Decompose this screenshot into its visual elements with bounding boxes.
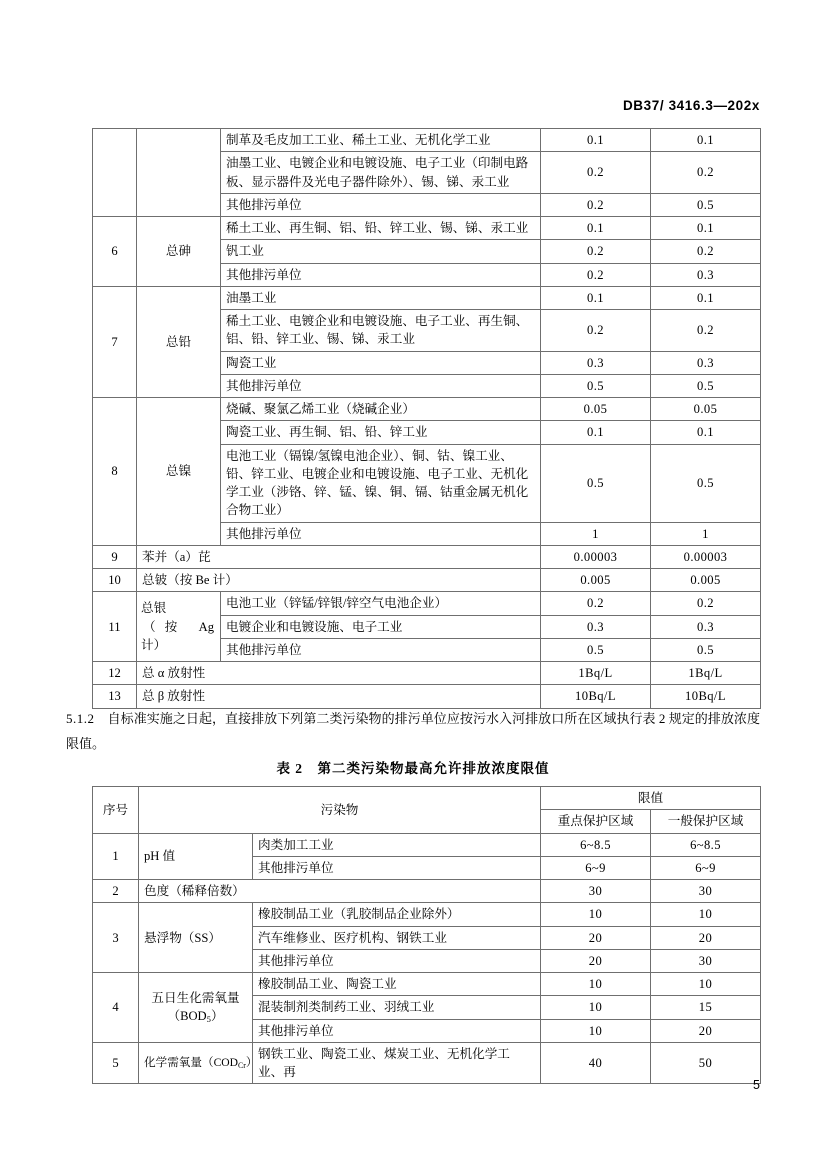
row-name-cell: 色度（稀释倍数） <box>139 880 541 903</box>
row-value-key: 0.05 <box>541 398 651 421</box>
silver-label-line-3: 计） <box>141 637 167 652</box>
table-row <box>93 1042 761 1084</box>
table-header-row <box>93 787 761 810</box>
row-value-key: 1 <box>541 522 651 545</box>
table-row <box>93 903 761 926</box>
row-no-cell: 12 <box>93 662 137 685</box>
row-value-general: 6~9 <box>651 856 761 879</box>
table-row <box>93 398 761 421</box>
row-value-key: 10 <box>541 973 651 996</box>
row-desc-cell: 电镀企业和电镀设施、电子工业 <box>221 615 541 638</box>
row-no-cell: 10 <box>93 569 137 592</box>
row-value-general: 0.2 <box>651 310 761 352</box>
row-value-general: 0.5 <box>651 638 761 661</box>
header-general-area: 一般保护区域 <box>651 810 761 833</box>
row-value-general: 20 <box>651 1019 761 1042</box>
row-value-general: 0.1 <box>651 286 761 309</box>
row-desc-cell: 电池工业（锌锰/锌银/锌空气电池企业） <box>221 592 541 615</box>
row-value-general: 0.3 <box>651 351 761 374</box>
row-desc-cell: 陶瓷工业 <box>221 351 541 374</box>
page-number: 5 <box>753 1078 760 1092</box>
row-value-general: 0.2 <box>651 152 761 194</box>
row-desc-cell: 其他排污单位 <box>253 949 541 972</box>
row-value-key: 0.5 <box>541 374 651 397</box>
row-value-general: 0.5 <box>651 444 761 522</box>
row-value-general: 0.2 <box>651 592 761 615</box>
row-desc-cell: 油墨工业、电镀企业和电镀设施、电子工业（印制电路板、显示器件及光电子器件除外）、锡、锑、汞工业 <box>221 152 541 194</box>
row-value-general: 0.2 <box>651 240 761 263</box>
row-value-key: 10Bq/L <box>541 685 651 708</box>
row-no-cell: 7 <box>93 286 137 397</box>
row-desc-cell: 稀土工业、电镀企业和电镀设施、电子工业、再生铜、铝、铅、锌工业、锡、锑、汞工业 <box>221 310 541 352</box>
row-value-key: 0.5 <box>541 638 651 661</box>
row-value-general: 1Bq/L <box>651 662 761 685</box>
row-name-cell: 化学需氧量$(COD_{Cr})$ <box>139 1042 253 1084</box>
row-value-key: 0.2 <box>541 263 651 286</box>
row-value-key: 6~8.5 <box>541 833 651 856</box>
row-value-key: 30 <box>541 880 651 903</box>
row-name-cell <box>137 592 221 662</box>
table-1-continued <box>92 128 761 709</box>
row-value-general: 20 <box>651 926 761 949</box>
silver-label-line-1: 总银 <box>141 601 167 616</box>
header-no: 序号 <box>93 787 139 834</box>
table-2 <box>92 786 761 1084</box>
row-desc-cell: 制革及毛皮加工工业、稀土工业、无机化学工业 <box>221 129 541 152</box>
row-value-key: 0.2 <box>541 193 651 216</box>
silver-label-line-2: （按 Ag <box>143 619 214 634</box>
table-row <box>93 833 761 856</box>
header-key-area: 重点保护区域 <box>541 810 651 833</box>
row-name-cell: pH 值 <box>139 833 253 880</box>
row-no-cell: 11 <box>93 592 137 662</box>
row-value-key: 0.2 <box>541 240 651 263</box>
row-value-general: 10Bq/L <box>651 685 761 708</box>
row-value-key: 10 <box>541 996 651 1019</box>
row-value-general: 0.1 <box>651 217 761 240</box>
row-value-key: 0.2 <box>541 310 651 352</box>
row-name-cell: 总 α 放射性 <box>137 662 541 685</box>
row-no-cell: 6 <box>93 217 137 287</box>
row-value-key: 20 <box>541 926 651 949</box>
row-value-general: 10 <box>651 903 761 926</box>
row-name-cell <box>139 973 253 1043</box>
row-name-cell: 苯并（a）芘 <box>137 545 541 568</box>
table-row <box>93 286 761 309</box>
row-desc-cell: 其他排污单位 <box>253 856 541 879</box>
row-name-cell: 总镍 <box>137 398 221 546</box>
row-desc-cell: 钒工业 <box>221 240 541 263</box>
table-row <box>93 880 761 903</box>
row-value-key: 0.1 <box>541 217 651 240</box>
row-value-key: 0.005 <box>541 569 651 592</box>
row-value-general: 0.5 <box>651 374 761 397</box>
row-value-key: 0.2 <box>541 152 651 194</box>
bod-label-line-2: $(BOD_5)$ <box>167 1009 224 1025</box>
row-value-general: 0.005 <box>651 569 761 592</box>
row-value-general: 0.1 <box>651 129 761 152</box>
row-desc-cell: 稀土工业、再生铜、铝、铅、锌工业、锡、锑、汞工业 <box>221 217 541 240</box>
row-value-key: 0.1 <box>541 421 651 444</box>
row-no-cell: 1 <box>93 833 139 880</box>
row-name-cell: 总 β 放射性 <box>137 685 541 708</box>
header-pollutant: 污染物 <box>139 787 541 834</box>
row-value-general: 0.3 <box>651 263 761 286</box>
row-name-cell: 总砷 <box>137 217 221 287</box>
row-desc-cell: 肉类加工工业 <box>253 833 541 856</box>
row-name-cell: 总铅 <box>137 286 221 397</box>
row-value-general: 0.3 <box>651 615 761 638</box>
row-desc-cell: 汽车维修业、医疗机构、钢铁工业 <box>253 926 541 949</box>
row-value-key: 0.5 <box>541 444 651 522</box>
row-no-cell: 5 <box>93 1042 139 1084</box>
clause-5-1-2 <box>66 706 760 757</box>
row-desc-cell: 其他排污单位 <box>221 522 541 545</box>
row-desc-cell: 陶瓷工业、再生铜、铝、铅、锌工业 <box>221 421 541 444</box>
table-row <box>93 685 761 708</box>
row-value-general: 50 <box>651 1042 761 1084</box>
row-value-key: 20 <box>541 949 651 972</box>
table-row <box>93 129 761 152</box>
header-limit: 限值 <box>541 787 761 810</box>
row-value-key: 0.1 <box>541 129 651 152</box>
row-desc-cell: 其他排污单位 <box>221 374 541 397</box>
row-desc-cell: 橡胶制品工业（乳胶制品企业除外） <box>253 903 541 926</box>
row-value-key: 0.3 <box>541 351 651 374</box>
table-row <box>93 662 761 685</box>
row-desc-cell: 混装制剂类制药工业、羽绒工业 <box>253 996 541 1019</box>
row-no-cell: 8 <box>93 398 137 546</box>
row-desc-cell: 其他排污单位 <box>253 1019 541 1042</box>
row-desc-cell: 其他排污单位 <box>221 193 541 216</box>
clause-text: 自标准实施之日起，直接排放下列第二类污染物的排污单位应按污水入河排放口所在区域执行表 2 规定的排放浓度限值。 <box>66 711 760 752</box>
row-no-cell <box>93 129 137 217</box>
row-value-key: 0.00003 <box>541 545 651 568</box>
row-no-cell: 13 <box>93 685 137 708</box>
page-header-standard-code: DB37/ 3416.3—202x <box>622 98 760 113</box>
table-2-caption: 表 2 第二类污染物最高允许排放浓度限值 <box>276 761 550 776</box>
row-name-cell: 悬浮物（SS） <box>139 903 253 973</box>
row-value-general: 1 <box>651 522 761 545</box>
row-value-key: 0.1 <box>541 286 651 309</box>
row-name-cell <box>137 129 221 217</box>
row-value-key: 6~9 <box>541 856 651 879</box>
table-row <box>93 973 761 996</box>
row-value-general: 30 <box>651 880 761 903</box>
row-value-general: 6~8.5 <box>651 833 761 856</box>
row-desc-cell: 钢铁工业、陶瓷工业、煤炭工业、无机化学工业、再 <box>253 1042 541 1084</box>
row-no-cell: 9 <box>93 545 137 568</box>
row-value-key: 40 <box>541 1042 651 1084</box>
table-row <box>93 569 761 592</box>
row-value-general: 0.00003 <box>651 545 761 568</box>
row-value-key: 0.2 <box>541 592 651 615</box>
row-no-cell: 4 <box>93 973 139 1043</box>
row-desc-cell: 其他排污单位 <box>221 638 541 661</box>
row-value-general: 0.05 <box>651 398 761 421</box>
bod-label-line-1: 五日生化需氧量 <box>151 990 240 1005</box>
row-desc-cell: 橡胶制品工业、陶瓷工业 <box>253 973 541 996</box>
row-value-general: 15 <box>651 996 761 1019</box>
row-value-key: 0.3 <box>541 615 651 638</box>
row-value-key: 10 <box>541 1019 651 1042</box>
table-row <box>93 217 761 240</box>
row-value-general: 0.5 <box>651 193 761 216</box>
row-value-general: 0.1 <box>651 421 761 444</box>
row-name-cell: 总铍（按 Be 计） <box>137 569 541 592</box>
clause-number: 5.1.2 <box>66 711 95 726</box>
table-row <box>93 545 761 568</box>
table-row <box>93 592 761 615</box>
row-desc-cell: 烧碱、聚氯乙烯工业（烧碱企业） <box>221 398 541 421</box>
row-desc-cell: 油墨工业 <box>221 286 541 309</box>
row-value-general: 30 <box>651 949 761 972</box>
row-no-cell: 2 <box>93 880 139 903</box>
row-no-cell: 3 <box>93 903 139 973</box>
row-desc-cell: 电池工业（镉镍/氢镍电池企业）、铜、钴、镍工业、铅、锌工业、电镀企业和电镀设施、电子工业、无机化学工业（涉铬、锌、锰、镍、铜、镉、钴重金属无机化合物工业） <box>221 444 541 522</box>
row-value-key: 1Bq/L <box>541 662 651 685</box>
row-value-general: 10 <box>651 973 761 996</box>
row-value-key: 10 <box>541 903 651 926</box>
row-desc-cell: 其他排污单位 <box>221 263 541 286</box>
